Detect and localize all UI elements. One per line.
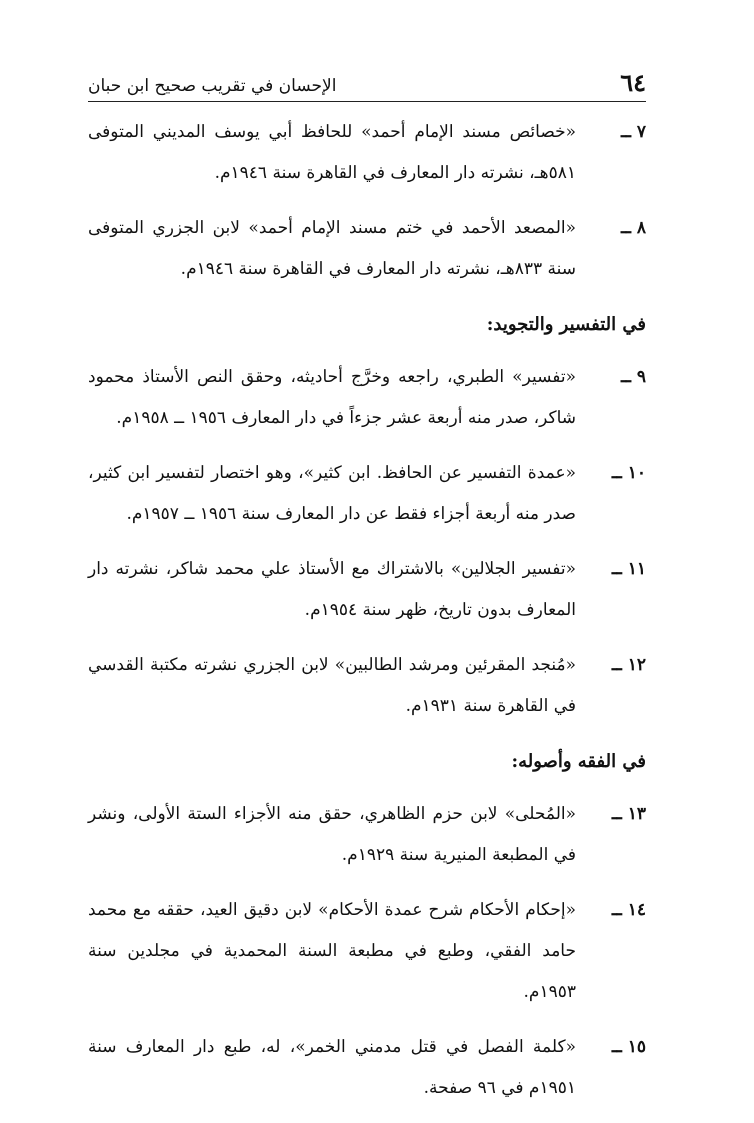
entry-number: ٧ ــ bbox=[620, 122, 646, 142]
entry-number: ٨ ــ bbox=[620, 218, 646, 238]
entry-number: ١٣ ــ bbox=[611, 804, 646, 824]
list-item bbox=[88, 112, 646, 194]
entry-number: ٩ ــ bbox=[620, 367, 646, 387]
list-item bbox=[88, 453, 646, 535]
section-heading-tafsir: في التفسير والتجويد: bbox=[486, 314, 646, 335]
entry-text: «إحكام الأحكام شرح عمدة الأحكام» لابن دقيق العيد، حققه مع محمد حامد الفقي، وطبع في مطبعة السنة المحمدية في مجلدين سنة ١٩٥٣م. bbox=[88, 900, 576, 1002]
entry-number: ١٠ ــ bbox=[611, 463, 646, 483]
entry-number: ١٥ ــ bbox=[611, 1037, 646, 1057]
entry-text: «كلمة الفصل في قتل مدمني الخمر»، له، طبع دار المعارف سنة ١٩٥١م في ٩٦ صفحة. bbox=[88, 1037, 576, 1098]
list-item bbox=[88, 890, 646, 1013]
list-item bbox=[88, 794, 646, 876]
entry-text: «مُنجد المقرئين ومرشد الطالبين» لابن الجزري نشرته مكتبة القدسي في القاهرة سنة ١٩٣١م. bbox=[88, 655, 576, 716]
list-item bbox=[88, 357, 646, 439]
entry-text: «تفسير الجلالين» بالاشتراك مع الأستاذ علي محمد شاكر، نشرته دار المعارف بدون تاريخ، ظهر سنة ١٩٥٤م. bbox=[88, 559, 576, 620]
list-item bbox=[88, 208, 646, 290]
list-item bbox=[88, 549, 646, 631]
page-header bbox=[88, 62, 646, 102]
entry-number: ١١ ــ bbox=[611, 559, 646, 579]
entry-text: «تفسير» الطبري، راجعه وخرَّج أحاديثه، وحقق النص الأستاذ محمود شاكر، صدر منه أربعة عشر جزءاً في دار المعارف ١٩٥٦ ــ ١٩٥٨م. bbox=[88, 367, 576, 428]
entry-text: «المصعد الأحمد في ختم مسند الإمام أحمد» لابن الجزري المتوفى سنة ٨٣٣هـ، نشرته دار المعارف في القاهرة سنة ١٩٤٦م. bbox=[88, 218, 576, 279]
entry-text: «خصائص مسند الإمام أحمد» للحافظ أبي يوسف المديني المتوفى ٥٨١هـ، نشرته دار المعارف في القاهرة سنة ١٩٤٦م. bbox=[88, 122, 576, 183]
section-heading-fiqh: في الفقه وأصوله: bbox=[511, 751, 646, 772]
list-item bbox=[88, 645, 646, 727]
running-title: الإحسان في تقريب صحيح ابن حبان bbox=[88, 76, 337, 96]
entry-text: «المُحلى» لابن حزم الظاهري، حقق منه الأجزاء الستة الأولى، ونشر في المطبعة المنيرية سنة ١٩٢٩م. bbox=[88, 804, 576, 865]
list-item bbox=[88, 1027, 646, 1109]
entry-number: ١٢ ــ bbox=[611, 655, 646, 675]
entry-number: ١٤ ــ bbox=[611, 900, 646, 920]
page-content bbox=[88, 112, 646, 1123]
entry-text: «عمدة التفسير عن الحافظ. ابن كثير»، وهو اختصار لتفسير ابن كثير، صدر منه أربعة أجزاء فقط عن دار المعارف سنة ١٩٥٦ ــ ١٩٥٧م. bbox=[88, 463, 576, 524]
page-number: ٦٤ bbox=[620, 68, 646, 97]
